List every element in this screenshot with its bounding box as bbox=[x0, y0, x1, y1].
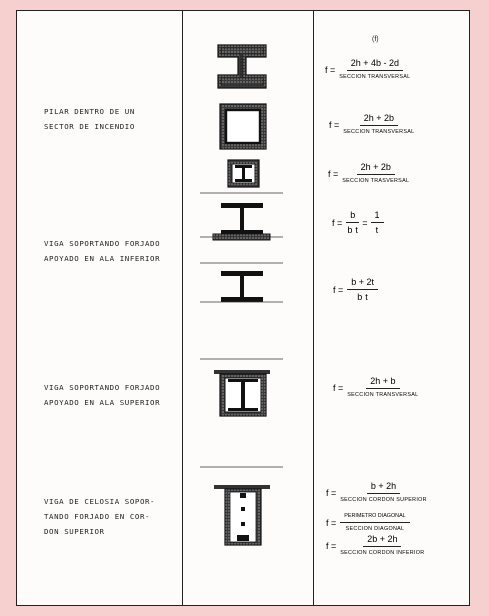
label-line: APOYADO EN ALA SUPERIOR bbox=[44, 398, 161, 407]
formula-lhs: f = bbox=[326, 487, 337, 498]
encased-i-column-drawing bbox=[218, 45, 266, 88]
formula-numerator: b + 2h bbox=[367, 481, 400, 494]
formula-numerator: b + 2t bbox=[347, 277, 378, 290]
label-line: TANDO FORJADO EN COR- bbox=[44, 512, 151, 521]
formula-denominator: b t bbox=[357, 292, 369, 302]
formula-denominator: SECCION TRASVERSAL bbox=[342, 178, 410, 184]
label-line: SECTOR DE INCENDIO bbox=[44, 122, 135, 131]
formula-lhs: f = bbox=[333, 285, 344, 295]
beam-slab-drawing bbox=[200, 263, 283, 302]
formula-denominator: SECCION TRANSVERSAL bbox=[347, 392, 419, 398]
lattice-beam-drawing bbox=[200, 467, 283, 545]
formula-numerator: PERIMETRO DIAGONAL bbox=[340, 512, 409, 523]
formula-lhs: f = bbox=[325, 64, 336, 75]
formula-denominator: SECCION DIAGONAL bbox=[345, 526, 405, 532]
formula-lhs: f = bbox=[326, 517, 337, 528]
formula-numerator: 2h + 2b bbox=[360, 113, 398, 126]
header-marker: (f) bbox=[372, 36, 379, 43]
formula-lhs: f = bbox=[329, 119, 340, 130]
formula-denominator: SECCION TRANSVERSAL bbox=[339, 74, 411, 80]
formula-denominator: SECCION CORDON SUPERIOR bbox=[340, 497, 427, 503]
label-line: VIGA DE CELOSIA SOPOR- bbox=[44, 497, 156, 506]
formula-numerator: 2b + 2h bbox=[363, 534, 401, 547]
label-line: PILAR DENTRO DE UN bbox=[44, 107, 135, 116]
beam-slab-lower-flange-drawing bbox=[200, 193, 283, 240]
formula-denominator: SECCION CORDON INFERIOR bbox=[340, 550, 425, 556]
label-line: DON SUPERIOR bbox=[44, 527, 105, 536]
boxed-i-column-drawing bbox=[228, 160, 259, 187]
formula-lhs: f = bbox=[328, 168, 339, 179]
formula-denominator: SECCION TRANSVERSAL bbox=[343, 129, 415, 135]
formula-numerator: 2h + 4b - 2d bbox=[347, 58, 403, 71]
label-line: VIGA SOPORTANDO FORJADO bbox=[44, 383, 161, 392]
formula-numerator: 2h + 2b bbox=[357, 162, 395, 175]
boxed-column-drawing bbox=[220, 104, 266, 149]
formula-lhs: f = bbox=[326, 540, 337, 551]
formula-denominator: b t bbox=[347, 225, 359, 235]
beam-slab-upper-flange-drawing bbox=[200, 359, 283, 416]
formula-denominator: t bbox=[375, 225, 379, 235]
formula-numerator: 2h + b bbox=[366, 376, 399, 389]
formula-numerator: b bbox=[346, 210, 359, 223]
formula-numerator: 1 bbox=[371, 210, 384, 223]
label-line: VIGA SOPORTANDO FORJADO bbox=[44, 239, 161, 248]
label-line: APOYADO EN ALA INFERIOR bbox=[44, 254, 161, 263]
formula-lhs: f = bbox=[332, 218, 343, 228]
formula-lhs: f = bbox=[333, 382, 344, 393]
formula-equals: = bbox=[362, 218, 368, 228]
